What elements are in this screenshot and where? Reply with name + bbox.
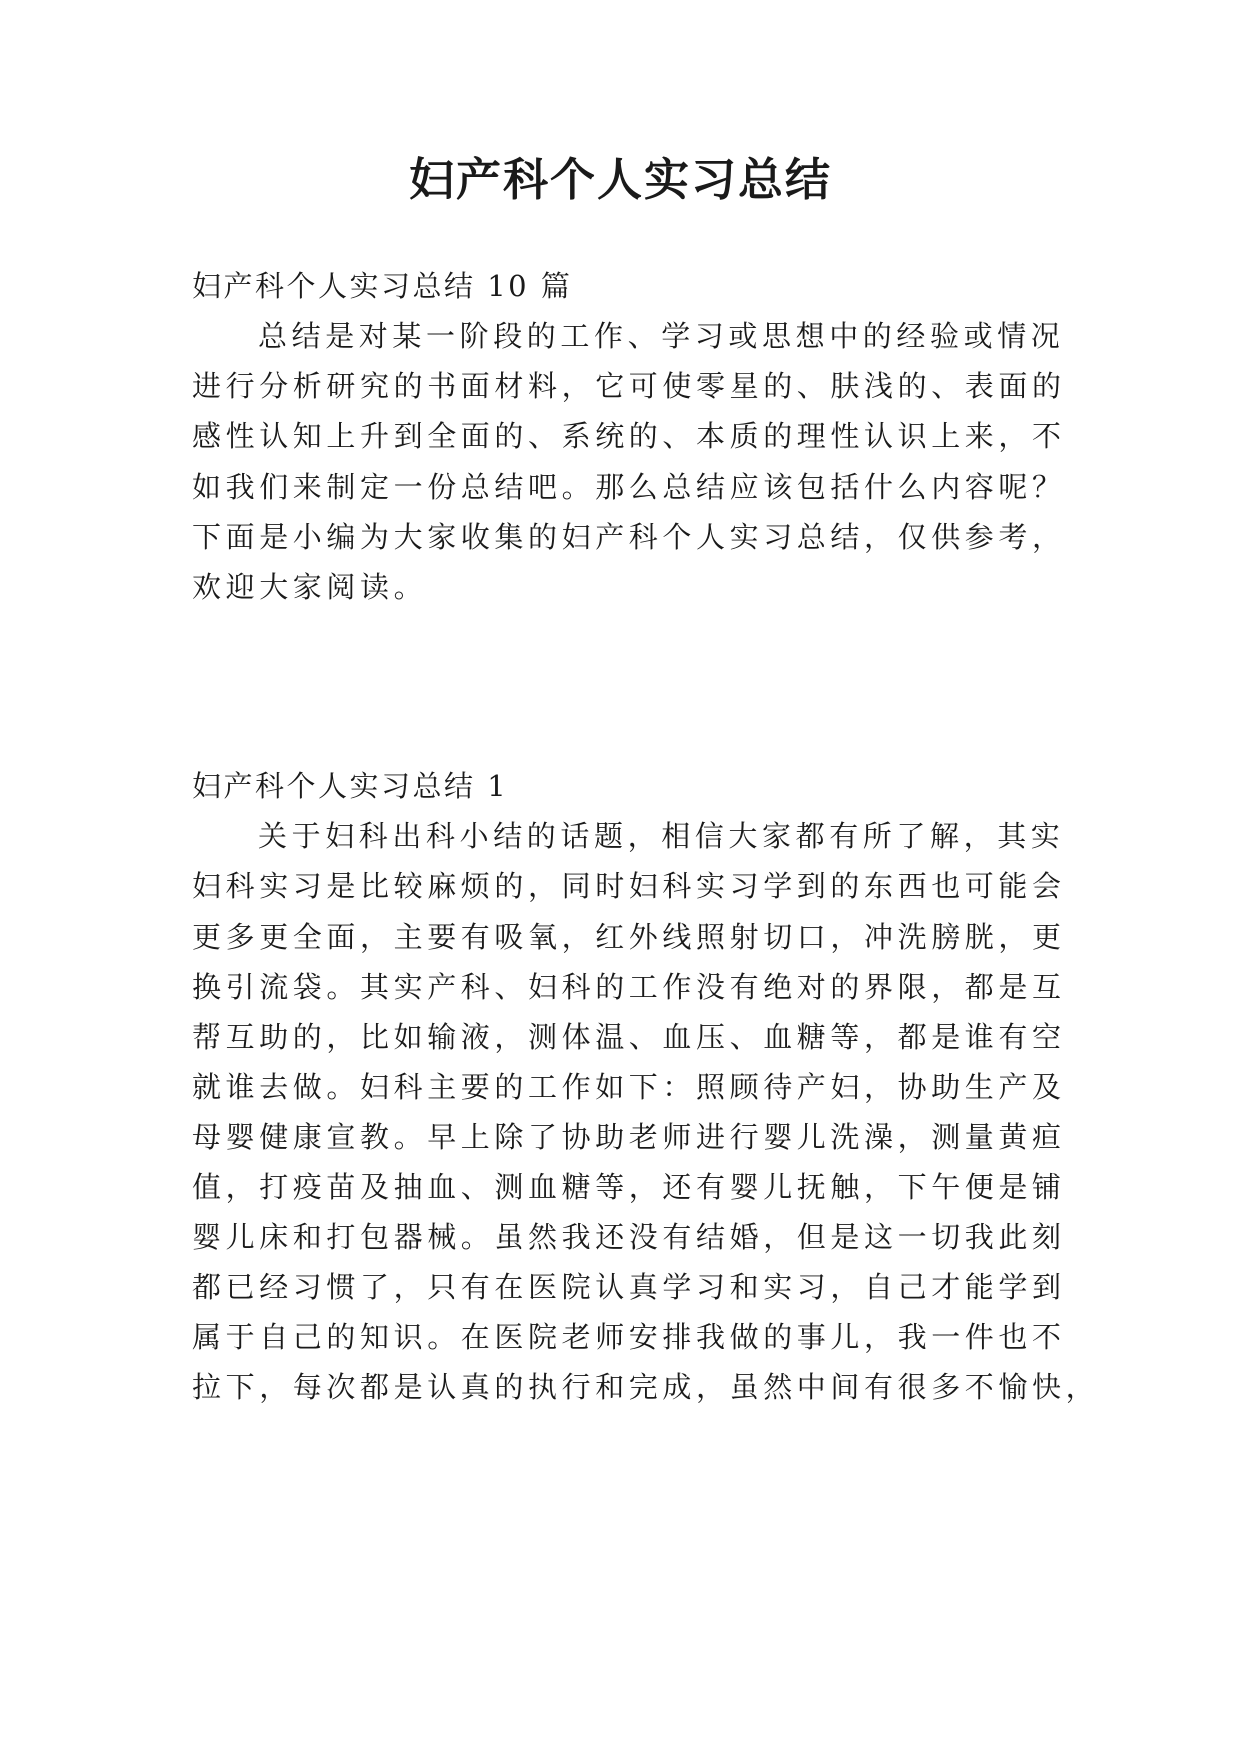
paragraph-line: 妇科实习是比较麻烦的，同时妇科实习学到的东西也可能会 bbox=[192, 869, 1066, 903]
paragraph-line: 如我们来制定一份总结吧。那么总结应该包括什么内容呢？ bbox=[192, 470, 1066, 504]
paragraph-line: 都已经习惯了，只有在医院认真学习和实习，自己才能学到 bbox=[192, 1270, 1066, 1304]
paragraph-line: 下面是小编为大家收集的妇产科个人实习总结，仅供参考， bbox=[192, 520, 1066, 554]
paragraph-line: 值，打疫苗及抽血、测血糖等，还有婴儿抚触，下午便是铺 bbox=[192, 1170, 1066, 1204]
paragraph-line: 更多更全面，主要有吸氧，红外线照射切口，冲洗膀胱，更 bbox=[192, 920, 1066, 954]
paragraph-line: 属于自己的知识。在医院老师安排我做的事儿，我一件也不 bbox=[192, 1320, 1066, 1354]
paragraph-line: 关于妇科出科小结的话题，相信大家都有所了解，其实 bbox=[258, 819, 1065, 853]
paragraph-line: 就谁去做。妇科主要的工作如下：照顾待产妇，协助生产及 bbox=[192, 1070, 1066, 1104]
paragraph-line: 换引流袋。其实产科、妇科的工作没有绝对的界限，都是互 bbox=[192, 970, 1066, 1004]
paragraph-line: 帮互助的，比如输液，测体温、血压、血糖等，都是谁有空 bbox=[192, 1020, 1066, 1054]
intro-heading: 妇产科个人实习总结 10 篇 bbox=[192, 269, 573, 303]
paragraph-line: 拉下，每次都是认真的执行和完成，虽然中间有很多不愉快， bbox=[192, 1370, 1100, 1404]
section-heading: 妇产科个人实习总结 1 bbox=[192, 769, 509, 803]
paragraph-line: 婴儿床和打包器械。虽然我还没有结婚，但是这一切我此刻 bbox=[192, 1220, 1066, 1254]
paragraph-line: 总结是对某一阶段的工作、学习或思想中的经验或情况 bbox=[258, 319, 1065, 353]
paragraph-line: 进行分析研究的书面材料，它可使零星的、肤浅的、表面的 bbox=[192, 369, 1066, 403]
page-title: 妇产科个人实习总结 bbox=[408, 153, 832, 206]
paragraph-line: 母婴健康宣教。早上除了协助老师进行婴儿洗澡，测量黄疸 bbox=[192, 1120, 1066, 1154]
paragraph-line: 感性认知上升到全面的、系统的、本质的理性认识上来，不 bbox=[192, 419, 1066, 453]
paragraph-line: 欢迎大家阅读。 bbox=[192, 570, 428, 604]
